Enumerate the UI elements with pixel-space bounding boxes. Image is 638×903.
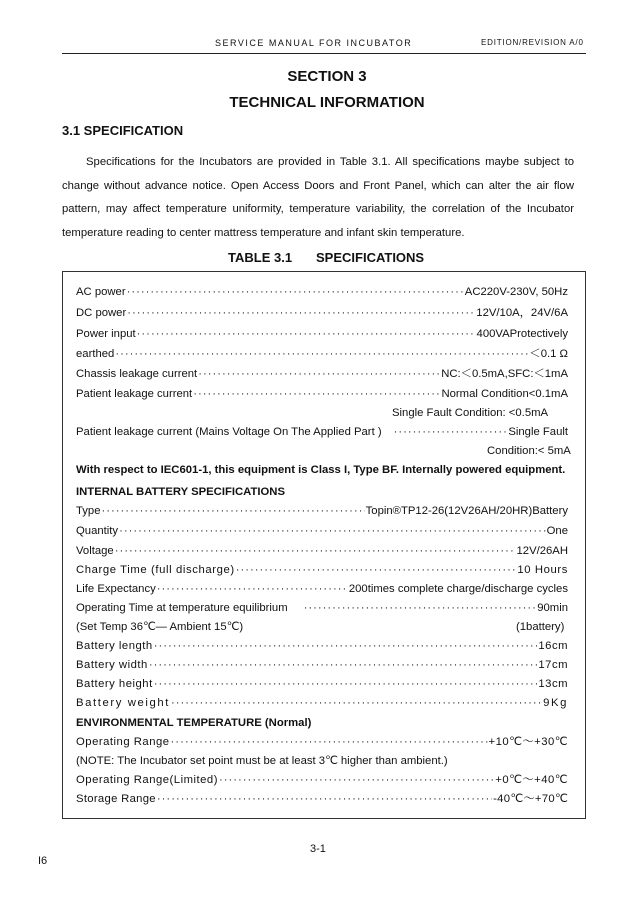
spec-label: Voltage [76, 545, 114, 557]
spec-value: 10 Hours [517, 564, 568, 576]
battery-row-quantity [76, 523, 568, 539]
header-title: SERVICE MANUAL FOR INCUBATOR [215, 38, 413, 48]
spec-value: +0℃～+40℃ [495, 774, 568, 786]
leader-dots [198, 366, 440, 382]
environment-heading: ENVIRONMENTAL TEMPERATURE (Normal) [76, 717, 312, 729]
spec-value: NC:＜0.5mA,SFC:＜1mA [441, 368, 568, 380]
spec-label: AC power [76, 286, 126, 298]
battery-row-length [76, 638, 568, 654]
spec-label: DC power [76, 307, 127, 319]
leader-dots [119, 523, 546, 539]
set-point-note: (NOTE: The Incubator set point must be at least 3℃ higher than ambient.) [76, 755, 448, 767]
header-rule [62, 53, 586, 54]
spec-label: Operating Time at temperature equilibrium [76, 602, 288, 614]
spec-value: 12V/10A，24V/6A [476, 307, 568, 319]
env-row-storage-range [76, 791, 568, 807]
spec-label: Life Expectancy [76, 583, 156, 595]
leader-dots [219, 772, 494, 788]
spec-value: 90min [537, 602, 568, 614]
leader-dots [154, 638, 538, 654]
spec-value: 16cm [538, 640, 568, 652]
section-number: SECTION 3 [287, 68, 367, 85]
spec-row-patient-leakage [76, 386, 568, 402]
spec-label: Battery weight [76, 697, 170, 709]
leader-dots [137, 326, 476, 342]
spec-label: Power input [76, 328, 136, 340]
leader-dots [102, 503, 365, 519]
one-battery-note: (1battery) [516, 621, 565, 633]
spec-row-dc-power [76, 305, 568, 321]
spec-label: Storage Range [76, 793, 156, 805]
condition-5ma: Condition:< 5mA [487, 445, 571, 457]
spec-label: Battery width [76, 659, 148, 671]
env-row-operating-range-limited [76, 772, 568, 788]
spec-row-patient-leakage-mains [76, 424, 568, 440]
leader-dots [149, 657, 538, 673]
battery-row-operating-time [76, 600, 568, 616]
spec-label: Charge Time (full discharge) [76, 564, 235, 576]
side-marker: I6 [38, 855, 48, 867]
subsection-heading: 3.1 SPECIFICATION [62, 123, 184, 138]
header-edition: EDITION/REVISION A/0 [481, 38, 584, 47]
leader-dots [193, 386, 440, 402]
spec-label: Battery length [76, 640, 153, 652]
spec-value: +10℃～+30℃ [488, 736, 568, 748]
leader-dots [154, 676, 538, 692]
spec-value: Single Fault [508, 426, 568, 438]
spec-row-power-input [76, 326, 568, 342]
leader-dots [171, 695, 542, 711]
spec-value: 12V/26AH [516, 545, 568, 557]
battery-row-type [76, 503, 568, 519]
battery-row-height [76, 676, 568, 692]
spec-label: Type [76, 505, 101, 517]
spec-label: Chassis leakage current [76, 368, 198, 380]
single-fault-condition: Single Fault Condition: <0.5mA [392, 407, 549, 419]
spec-value: 400VAProtectively [476, 328, 568, 340]
leader-dots [236, 562, 517, 578]
spec-row-earthed [76, 346, 568, 362]
spec-value: -40℃～+70℃ [493, 793, 568, 805]
spec-value: Normal Condition<0.1mA [441, 388, 568, 400]
spec-label: Operating Range(Limited) [76, 774, 218, 786]
spec-label: Operating Range [76, 736, 170, 748]
page-number: 3-1 [310, 843, 326, 855]
spec-label: Patient leakage current (Mains Voltage On The Applied Part ) [76, 426, 382, 438]
spec-value: 13cm [538, 678, 568, 690]
spec-value: ＜0.1 Ω [529, 348, 568, 360]
leader-dots [171, 734, 488, 750]
table-caption: SPECIFICATIONS [316, 250, 425, 265]
env-row-operating-range [76, 734, 568, 750]
spec-label: earthed [76, 348, 115, 360]
leader-dots [304, 600, 537, 616]
spec-value: 17cm [538, 659, 568, 671]
leader-dots [127, 284, 464, 300]
leader-dots [157, 581, 348, 597]
spec-label: Patient leakage current [76, 388, 193, 400]
spec-value: 200times complete charge/discharge cycles [348, 583, 568, 595]
battery-row-weight [76, 695, 568, 711]
battery-row-life [76, 581, 568, 597]
spec-row-chassis-leakage [76, 366, 568, 382]
battery-row-voltage [76, 543, 568, 559]
intro-paragraph: Specifications for the Incubators are provided in Table 3.1. All specifications maybe subject to change without advance notice. Open Access Doors and Front Panel, which can alter the air flow pattern, may affect temperature uniformity, temperature variability, the correlation of the Incubator temperature reading to center mattress temperature and infant skin temperature. [62, 156, 574, 239]
leader-dots [394, 424, 508, 440]
leader-dots [115, 346, 528, 362]
section-title: TECHNICAL INFORMATION [229, 94, 425, 111]
battery-row-width [76, 657, 568, 673]
leader-dots [127, 305, 475, 321]
spec-label: Quantity [76, 525, 119, 537]
spec-value: 9Kg [543, 697, 568, 709]
leader-dots [157, 791, 492, 807]
set-temp-condition: (Set Temp 36℃— Ambient 15℃) [76, 621, 244, 633]
battery-row-charge-time [76, 562, 568, 578]
iec-classification-note: With respect to IEC601-1, this equipment is Class I, Type BF. Internally powered equipment. [76, 464, 566, 476]
spec-row-ac-power [76, 284, 568, 300]
battery-heading: INTERNAL BATTERY SPECIFICATIONS [76, 486, 286, 498]
leader-dots [115, 543, 516, 559]
spec-value: Topin®TP12-26(12V26AH/20HR)Battery [365, 505, 568, 517]
spec-value: One [546, 525, 568, 537]
spec-label: Battery height [76, 678, 153, 690]
spec-value: AC220V-230V, 50Hz [464, 286, 568, 298]
table-number: TABLE 3.1 [228, 250, 293, 265]
